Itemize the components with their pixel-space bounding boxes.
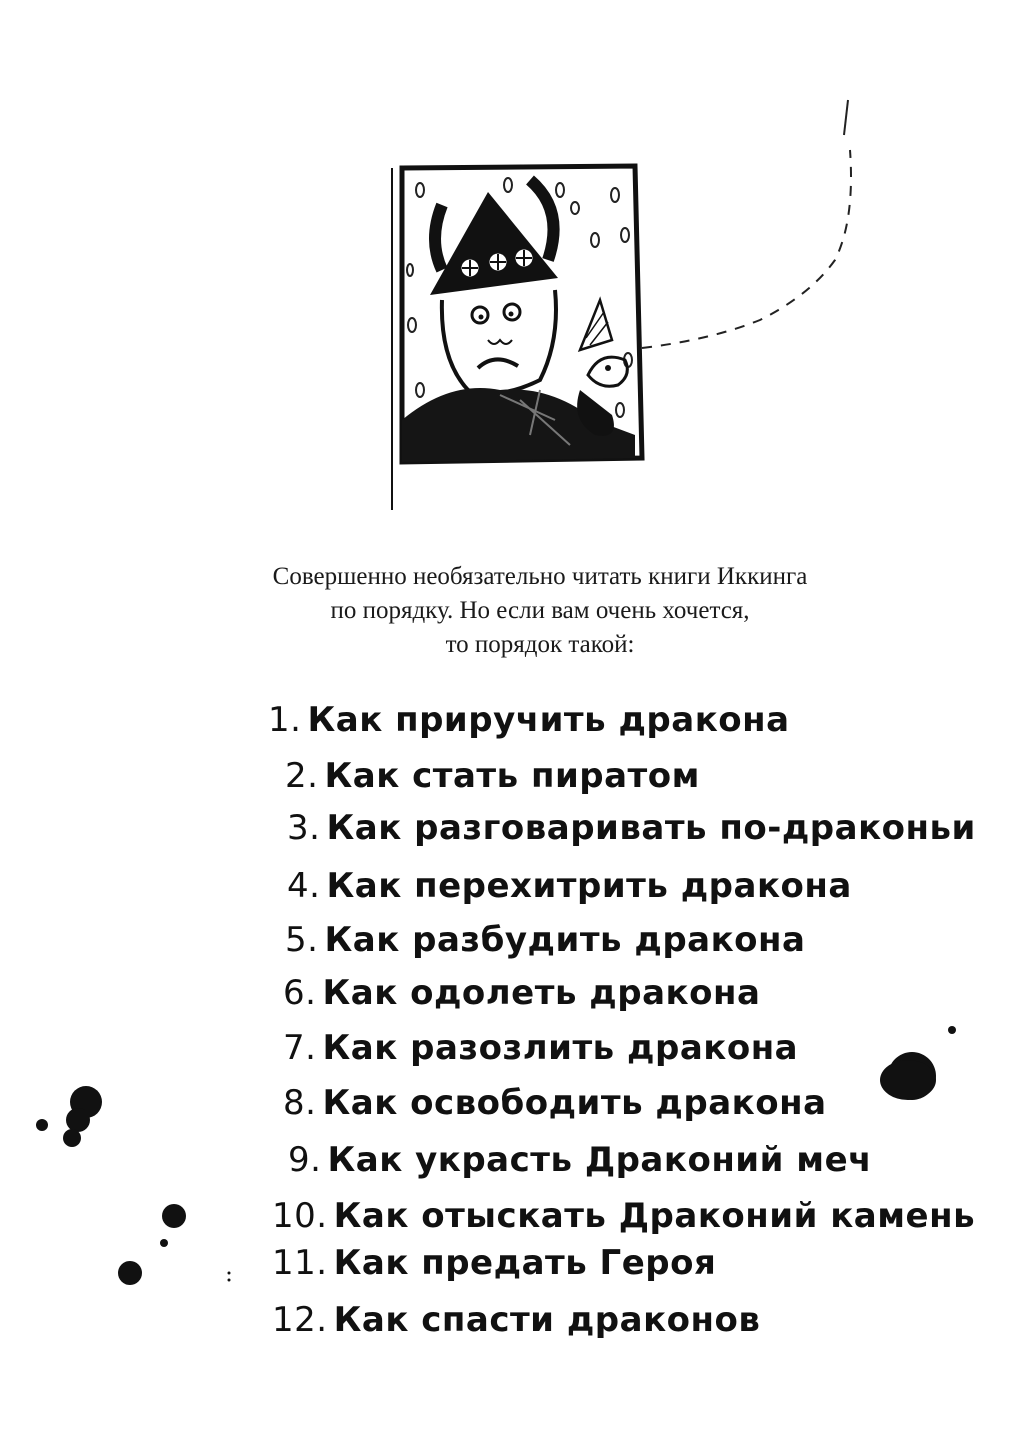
book-title: Как разбудить дракона xyxy=(324,920,806,960)
book-number: 3. xyxy=(287,808,321,848)
book-title: Как предать Героя xyxy=(333,1243,717,1283)
book-number: 1. xyxy=(268,700,302,740)
book-title: Как освободить дракона xyxy=(322,1083,827,1123)
book-title: Как украсть Драконий меч xyxy=(327,1140,872,1180)
book-list-item xyxy=(283,1083,827,1123)
book-number: 10. xyxy=(272,1196,328,1236)
book-number: 4. xyxy=(287,866,321,906)
book-list-item xyxy=(283,973,760,1013)
book-number: 8. xyxy=(283,1083,317,1123)
book-title: Как одолеть дракона xyxy=(322,973,761,1013)
book-list-item xyxy=(285,920,805,960)
book-list-item xyxy=(268,700,790,740)
book-title: Как перехитрить дракона xyxy=(326,866,852,906)
book-title: Как разозлить дракона xyxy=(322,1028,799,1068)
intro-line-1: Совершенно необязательно читать книги Иккинга xyxy=(272,563,808,590)
book-number: 5. xyxy=(285,920,319,960)
book-number: 9. xyxy=(288,1140,322,1180)
book-title: Как приручить дракона xyxy=(307,700,790,740)
book-title: Как разговаривать по-драконьи xyxy=(326,808,976,848)
book-title: Как отыскать Драконий камень xyxy=(333,1196,976,1236)
book-list-item xyxy=(272,1196,975,1236)
book-list-item xyxy=(272,1300,760,1340)
book-title: Как спасти драконов xyxy=(333,1300,761,1340)
intro-line-3: то порядок такой: xyxy=(445,631,635,658)
book-number: 12. xyxy=(272,1300,328,1340)
book-number: 7. xyxy=(283,1028,317,1068)
book-list-item xyxy=(287,866,852,906)
book-list-item xyxy=(272,1243,716,1283)
book-title: Как стать пиратом xyxy=(324,756,700,796)
intro-line-2: по порядку. Но если вам очень хочется, xyxy=(330,597,750,624)
book-list-item xyxy=(288,1140,872,1180)
book-number: 6. xyxy=(283,973,317,1013)
book-number: 2. xyxy=(285,756,319,796)
book-list-item xyxy=(285,756,700,796)
book-number: 11. xyxy=(272,1243,328,1283)
book-list-item xyxy=(287,808,976,848)
book-list-item xyxy=(283,1028,798,1068)
